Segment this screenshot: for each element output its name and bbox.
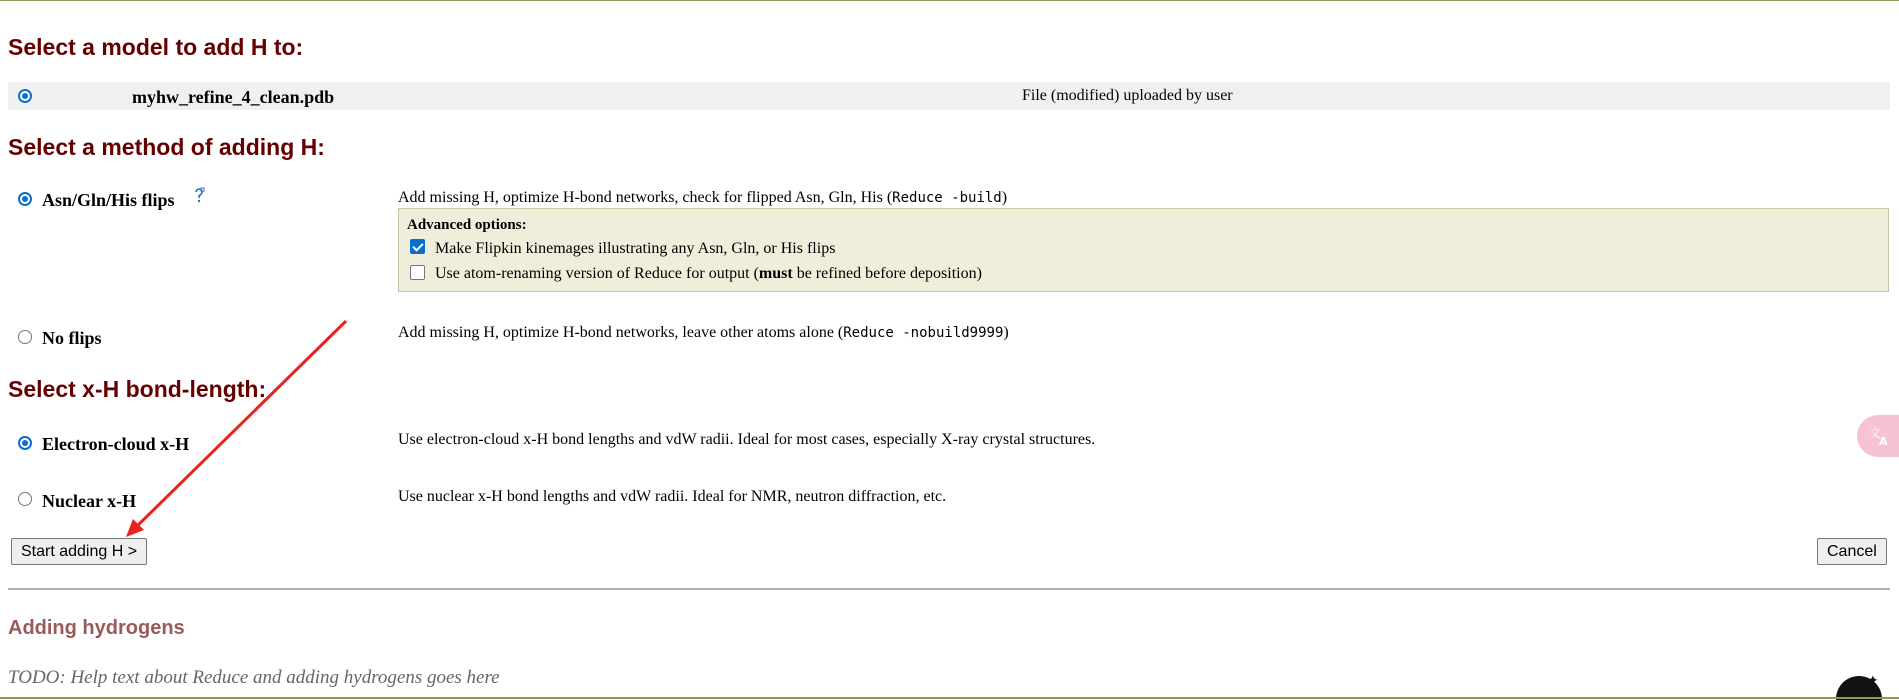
electron-cloud-description: Use electron-cloud x-H bond lengths and vdW radii. Ideal for most cases, especially X-ray crystal structures. [398,431,1096,448]
cancel-button[interactable]: Cancel [1817,538,1887,565]
noflips-description: Add missing H, optimize H-bond networks, leave other atoms alone (Reduce -nobuild9999) [398,324,1009,341]
help-todo-text: TODO: Help text about Reduce and adding hydrogens goes here [8,667,500,688]
model-description: File (modified) uploaded by user [1022,87,1233,104]
sparkle-icon: ✦ [1867,674,1879,689]
advanced-options-title: Advanced options: [407,217,527,233]
start-adding-h-button[interactable]: Start adding H > [11,538,147,565]
nuclear-label: Nuclear x-H [42,491,137,511]
flipkin-label: Make Flipkin kinemages illustrating any Asn, Gln, or His flips [435,240,836,257]
electron-cloud-label: Electron-cloud x-H [42,434,190,454]
model-name: myhw_refine_4_clean.pdb [132,87,335,107]
flips-label: Asn/Gln/His flips [42,190,175,210]
atom-renaming-label: Use atom-renaming version of Reduce for output (must be refined before deposition) [435,265,982,282]
svg-text:文: 文 [1869,426,1882,440]
method-section-title: Select a method of adding H: [8,134,325,160]
nuclear-description: Use nuclear x-H bond lengths and vdW radii. Ideal for NMR, neutron diffraction, etc. [398,488,947,505]
model-section-title: Select a model to add H to: [8,34,304,60]
noflips-label: No flips [42,328,102,348]
svg-text:A: A [1879,435,1888,448]
flips-description: Add missing H, optimize H-bond networks, check for flipped Asn, Gln, His (Reduce -build) [398,189,1008,206]
help-title: Adding hydrogens [8,617,185,639]
bond-section-title: Select x-H bond-length: [8,376,267,402]
